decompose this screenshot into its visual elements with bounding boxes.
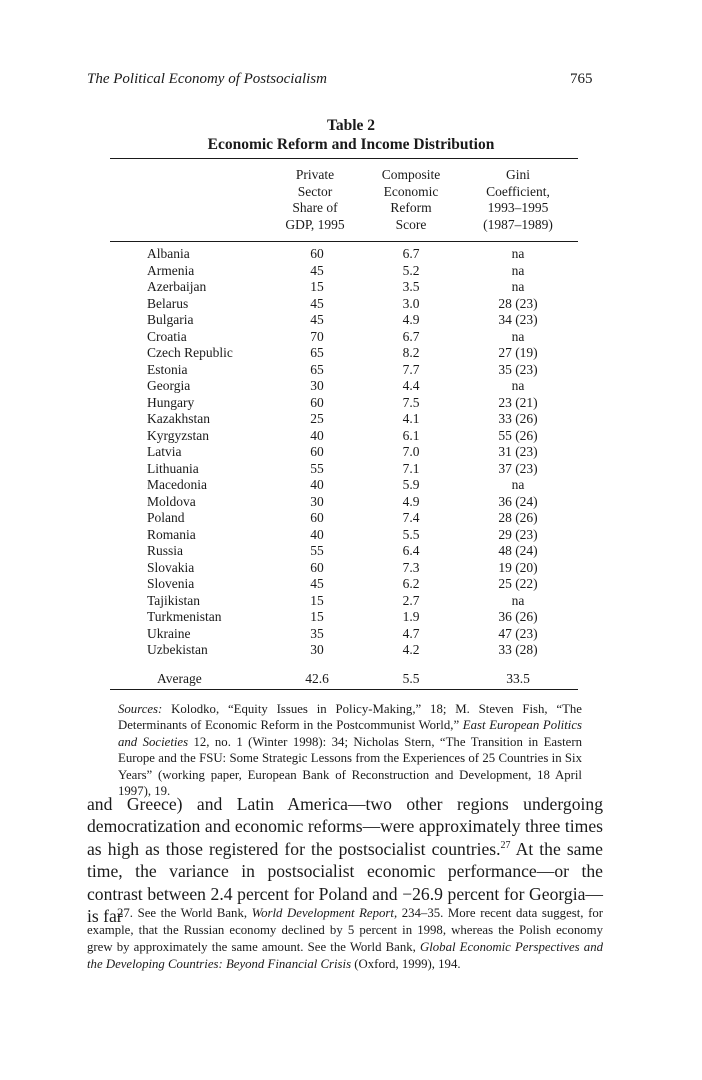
footnote-27: 27. See the World Bank, World Development Report, 234–35. More recent data suggest, for example, that the Russian economy declined by 5 percent in 1998, whereas the Polish economy grew by approximately the same amount. See the World Bank, Global Economic Perspectives and the Developing Countries: Beyond Financial Crisis (Oxford, 1999), 194. (87, 906, 603, 971)
table-average-row (0, 671, 702, 687)
private-sector-share: 55 (310, 543, 324, 558)
private-sector-share: 60 (310, 559, 324, 575)
table-row (0, 444, 702, 461)
reform-score: 5.9 (402, 477, 420, 492)
gini-coefficient: na (511, 328, 525, 344)
private-sector-share: 40 (310, 427, 324, 443)
gini-coefficient: na (511, 246, 525, 261)
reform-score: 7.0 (402, 444, 420, 459)
reform-score: 6.7 (402, 246, 420, 261)
gini-coefficient: 25 (22) (498, 576, 538, 591)
country-name: Romania (147, 526, 196, 542)
private-sector-share: 60 (310, 510, 324, 525)
table-row (0, 345, 702, 362)
private-sector-share: 30 (310, 378, 324, 393)
table-row (0, 279, 702, 296)
reform-score: 5.5 (402, 526, 420, 542)
table-row (0, 296, 702, 313)
country-name: Kazakhstan (147, 411, 210, 426)
private-sector-share: 15 (310, 592, 324, 608)
gini-coefficient: 33 (28) (498, 642, 538, 657)
private-sector-share: 60 (310, 246, 324, 261)
country-name: Moldova (147, 493, 196, 509)
column-header-gini: Gini Coefficient, 1993–1995 (1987–1989) (483, 167, 553, 232)
table-body (0, 246, 702, 659)
gini-coefficient: na (511, 378, 525, 393)
reform-score: 6.7 (402, 328, 420, 344)
table-row (0, 510, 702, 527)
country-name: Ukraine (147, 625, 191, 641)
table-row (0, 527, 702, 544)
gini-coefficient: na (511, 279, 525, 294)
gini-coefficient: 27 (19) (498, 345, 538, 360)
gini-coefficient: na (511, 262, 525, 278)
footnote-reference: 27 (500, 839, 511, 851)
gini-coefficient: 36 (26) (498, 609, 538, 624)
gini-coefficient: 23 (21) (498, 394, 538, 410)
table-row (0, 477, 702, 494)
table-row (0, 428, 702, 445)
private-sector-share: 40 (310, 526, 324, 542)
country-name: Kyrgyzstan (147, 427, 209, 443)
average-gini: 33.5 (506, 671, 530, 686)
private-sector-share: 30 (310, 642, 324, 657)
column-header-reform-score: Composite Economic Reform Score (381, 167, 441, 232)
reform-score: 6.1 (402, 427, 420, 443)
table-row (0, 593, 702, 610)
table-row (0, 626, 702, 643)
private-sector-share: 70 (310, 328, 324, 344)
private-sector-share: 15 (310, 609, 324, 624)
table-row (0, 494, 702, 511)
table-row (0, 576, 702, 593)
table-row (0, 246, 702, 263)
country-name: Czech Republic (147, 345, 233, 360)
reform-score: 7.1 (402, 460, 420, 476)
gini-coefficient: 19 (20) (498, 559, 538, 575)
page-number: 765 (570, 71, 593, 87)
private-sector-share: 65 (310, 345, 324, 360)
country-name: Armenia (147, 262, 195, 278)
table-row (0, 411, 702, 428)
reform-score: 7.4 (402, 510, 420, 525)
table-row (0, 609, 702, 626)
table-sources-note: Sources: Kolodko, “Equity Issues in Policy-Making,” 18; M. Steven Fish, “The Determinants of Economic Reform in the Postcommunist World,” East European Politics and Societies 12, no. 1 (Winter 1998): 34; Nicholas Stern, “The Transition in Eastern Europe and the FSU: Some Strategic Lessons from the Experiences of 25 Countries in Six Years” (working paper, European Bank of Reconstruction and Development, 18 April 1997), 19. (118, 702, 582, 799)
country-name: Macedonia (147, 477, 207, 492)
country-name: Croatia (147, 328, 187, 344)
private-sector-share: 45 (310, 312, 324, 327)
private-sector-share: 15 (310, 279, 324, 294)
reform-score: 2.7 (402, 592, 420, 608)
private-sector-share: 35 (310, 625, 324, 641)
table-row (0, 642, 702, 659)
gini-coefficient: na (511, 477, 525, 492)
country-name: Belarus (147, 295, 189, 311)
private-sector-share: 40 (310, 477, 324, 492)
country-name: Hungary (147, 394, 195, 410)
gini-coefficient: 35 (23) (498, 361, 538, 377)
country-name: Uzbekistan (147, 642, 208, 657)
country-name: Lithuania (147, 460, 199, 476)
running-title: The Political Economy of Postsocialism (87, 71, 327, 87)
table-label: Table 2 (326, 117, 376, 134)
country-name: Albania (147, 246, 190, 261)
reform-score: 4.7 (402, 625, 420, 641)
reform-score: 7.5 (402, 394, 420, 410)
private-sector-share: 45 (310, 295, 324, 311)
gini-coefficient: 29 (23) (498, 526, 538, 542)
gini-coefficient: 33 (26) (498, 411, 538, 426)
reform-score: 4.9 (402, 493, 420, 509)
average-reform-score: 5.5 (402, 671, 420, 686)
private-sector-share: 60 (310, 444, 324, 459)
private-sector-share: 60 (310, 394, 324, 410)
average-private-sector: 42.6 (305, 671, 329, 686)
table-bottom-rule (110, 689, 578, 690)
gini-coefficient: 31 (23) (498, 444, 538, 459)
reform-score: 7.3 (402, 559, 420, 575)
reform-score: 5.2 (402, 262, 420, 278)
gini-coefficient: 36 (24) (498, 493, 538, 509)
reform-score: 6.2 (402, 576, 420, 591)
table-header-rule (110, 241, 578, 242)
country-name: Estonia (147, 361, 188, 377)
country-name: Latvia (147, 444, 182, 459)
table-row (0, 312, 702, 329)
reform-score: 4.9 (402, 312, 420, 327)
country-name: Azerbaijan (147, 279, 207, 294)
gini-coefficient: 48 (24) (498, 543, 538, 558)
private-sector-share: 55 (310, 460, 324, 476)
gini-coefficient: 47 (23) (498, 625, 538, 641)
country-name: Poland (147, 510, 185, 525)
reform-score: 3.5 (402, 279, 420, 294)
reform-score: 7.7 (402, 361, 420, 377)
private-sector-share: 30 (310, 493, 324, 509)
reform-score: 4.2 (402, 642, 420, 657)
country-name: Russia (147, 543, 184, 558)
table-row (0, 543, 702, 560)
reform-score: 4.4 (402, 378, 420, 393)
reform-score: 4.1 (402, 411, 420, 426)
gini-coefficient: 37 (23) (498, 460, 538, 476)
reform-score: 6.4 (402, 543, 420, 558)
table-row (0, 362, 702, 379)
reform-score: 8.2 (402, 345, 420, 360)
table-row (0, 461, 702, 478)
reform-score: 3.0 (402, 295, 420, 311)
country-name: Slovenia (147, 576, 195, 591)
country-name: Bulgaria (147, 312, 194, 327)
table-row (0, 378, 702, 395)
table-row (0, 329, 702, 346)
table-top-rule (110, 158, 578, 159)
gini-coefficient: 28 (23) (498, 295, 538, 311)
column-header-private-sector: Private Sector Share of GDP, 1995 (285, 167, 345, 232)
table-row (0, 263, 702, 280)
country-name: Turkmenistan (147, 609, 222, 624)
table-title: Economic Reform and Income Distribution (207, 136, 495, 153)
average-label: Average (157, 671, 202, 686)
table-row (0, 395, 702, 412)
body-paragraph: and Greece) and Latin America—two other regions undergoing democratization and economic reforms—were approximately three times as high as those registered for the postsocialist countries.$^{27}$ At the same time, the variance in postsocialist economic performance—or the contrast between 2.4 percent for Poland and −26.9 percent for Georgia—is far (87, 794, 603, 927)
country-name: Georgia (147, 378, 191, 393)
private-sector-share: 25 (310, 411, 324, 426)
table-row (0, 560, 702, 577)
gini-coefficient: 34 (23) (498, 312, 538, 327)
private-sector-share: 45 (310, 262, 324, 278)
private-sector-share: 65 (310, 361, 324, 377)
reform-score: 1.9 (402, 609, 420, 624)
gini-coefficient: 28 (26) (498, 510, 538, 525)
private-sector-share: 45 (310, 576, 324, 591)
country-name: Slovakia (147, 559, 195, 575)
country-name: Tajikistan (147, 592, 201, 608)
gini-coefficient: na (511, 592, 525, 608)
gini-coefficient: 55 (26) (498, 427, 538, 443)
